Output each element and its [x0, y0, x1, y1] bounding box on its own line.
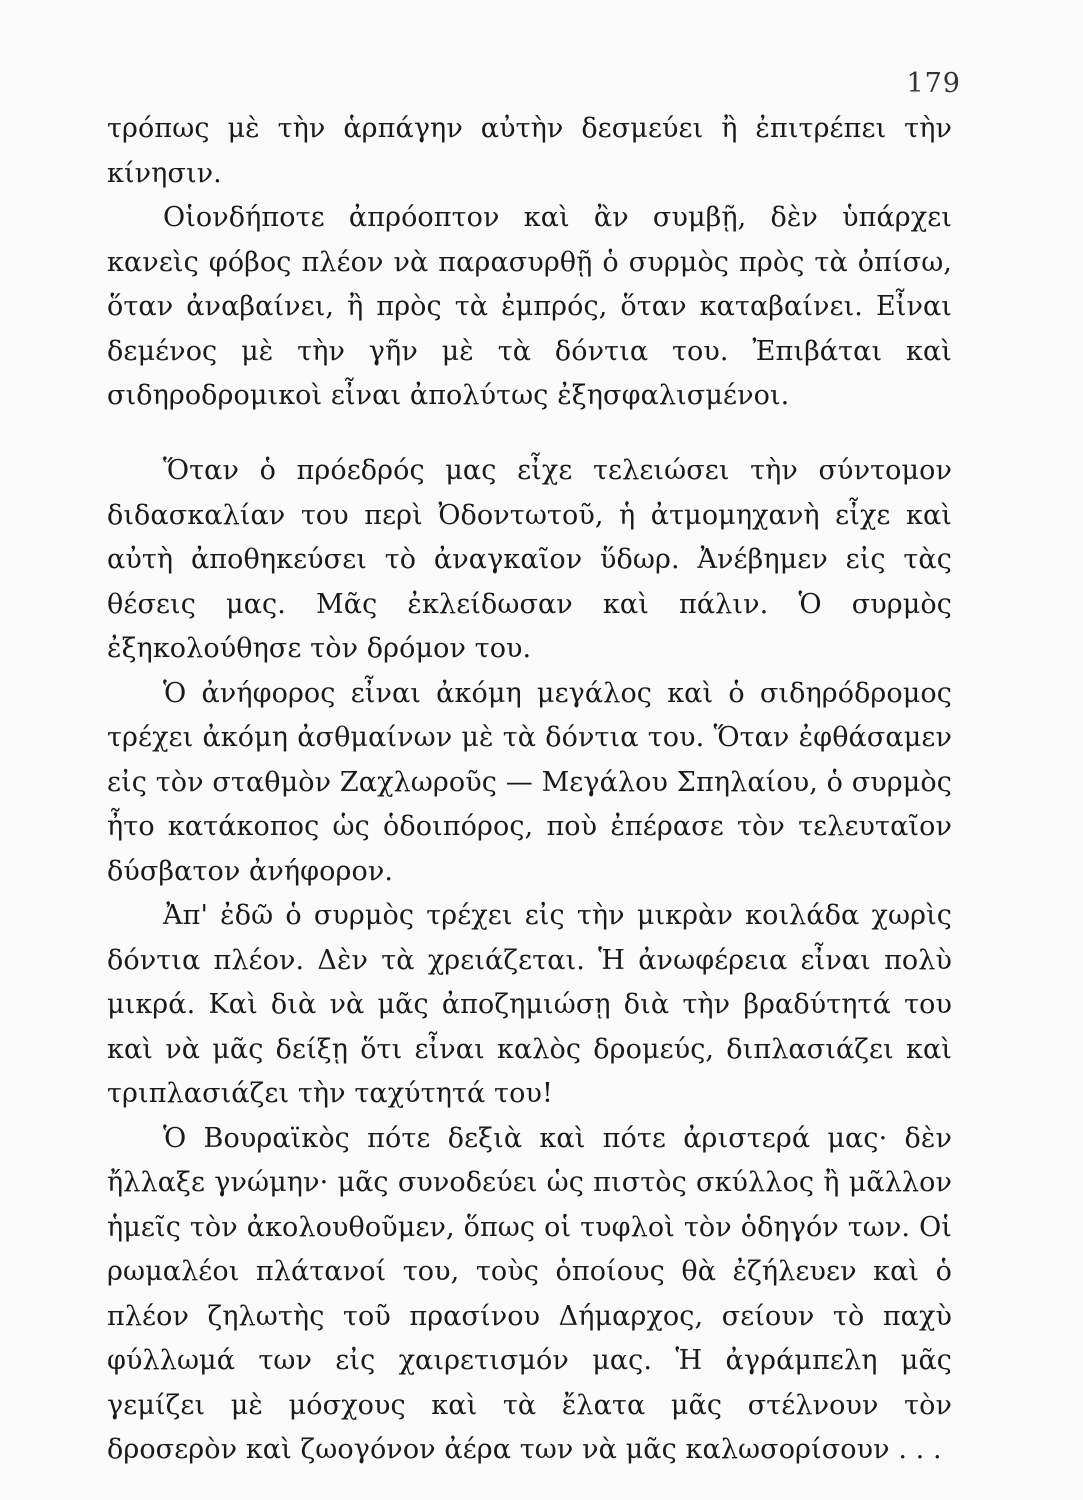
paragraph-continuation: τρόπως μὲ τὴν ἁρπάγην αὐτὴν δεσμεύει ἢ ἐπιτρέπει τὴν κίνησιν. — [107, 113, 952, 189]
paragraph: Ὁ ἀνήφορος εἶναι ἀκόμη μεγάλος καὶ ὁ σιδηρόδρομος τρέχει ἀκόμη ἀσθμαίνων μὲ τὰ δόντια του. Ὅταν ἐφθάσαμεν εἰς τὸν σταθμὸν Ζαχλωροῦς — Μεγάλου Σπηλαίου, ὁ συρμὸς ἦτο κατάκοπος ὡς ὁδοιπόρος, ποὺ ἐπέρασε τὸν τελευταῖον δύσβατον ἀνήφορον. — [107, 677, 952, 887]
paragraph: Οἱονδήποτε ἀπρόοπτον καὶ ἂν συμβῇ, δὲν ὑπάρχει κανεὶς φόβος πλέον νὰ παρασυρθῇ ὁ συρμὸς πρὸς τὰ ὀπίσω, ὅταν ἀναβαίνει, ἢ πρὸς τὰ ἐμπρός, ὅταν καταβαίνει. Εἶναι δεμένος μὲ τὴν γῆν μὲ τὰ δόντια του. Ἐπιβάται καὶ σιδηροδρομικοὶ εἶναι ἀπολύτως ἐξησφαλισμένοι. — [107, 202, 952, 411]
text-block-top — [107, 107, 952, 419]
paragraph: Ὅταν ὁ πρόεδρός μας εἶχε τελειώσει τὴν σύντομον διδασκαλίαν του περὶ Ὀδοντωτοῦ, ἡ ἀτμομηχανὴ εἶχε καὶ αὐτὴ ἀποθηκεύσει τὸ ἀναγκαῖον ὕδωρ. Ἀνέβημεν εἰς τὰς θέσεις μας. Μᾶς ἐκλείδωσαν καὶ πάλιν. Ὁ συρμὸς ἐξηκολούθησε τὸν δρόμον του. — [107, 455, 952, 664]
paragraph: Ἀπ' ἐδῶ ὁ συρμὸς τρέχει εἰς τὴν μικρὰν κοιλάδα χωρὶς δόντια πλέον. Δὲν τὰ χρειάζεται. Ἡ ἀνωφέρεια εἶναι πολὺ μικρά. Καὶ διὰ νὰ μᾶς ἀποζημιώσῃ διὰ τὴν βραδύτητά του καὶ νὰ μᾶς δείξῃ ὅτι εἶναι καλὸς δρομεύς, διπλασιάζει καὶ τριπλασιάζει τὴν ταχύτητά του! — [107, 900, 952, 1109]
paragraph: Ὁ Βουραϊκὸς πότε δεξιὰ καὶ πότε ἀριστερά μας· δὲν ἤλλαξε γνώμην· μᾶς συνοδεύει ὡς πιστὸς σκύλλος ἢ μᾶλλον ἡμεῖς τὸν ἀκολουθοῦμεν, ὅπως οἱ τυφλοὶ τὸν ὁδηγόν των. Οἱ ρωμαλέοι πλάτανοί του, τοὺς ὁποίους θὰ ἐζήλευεν καὶ ὁ πλέον ζηλωτὴς τοῦ πρασίνου Δήμαρχος, σείουν τὸ παχὺ φύλλωμά των εἰς χαιρετισμόν μας. Ἡ ἀγράμπελη μᾶς γεμίζει μὲ μόσχους καὶ τὰ ἔλατα μᾶς στέλνουν τὸν δροσερὸν καὶ ζωογόνον ἀέρα των νὰ μᾶς καλωσορίσουν . . . — [107, 1122, 952, 1465]
text-block-bottom — [107, 449, 952, 1473]
page-number: 179 — [906, 68, 961, 99]
